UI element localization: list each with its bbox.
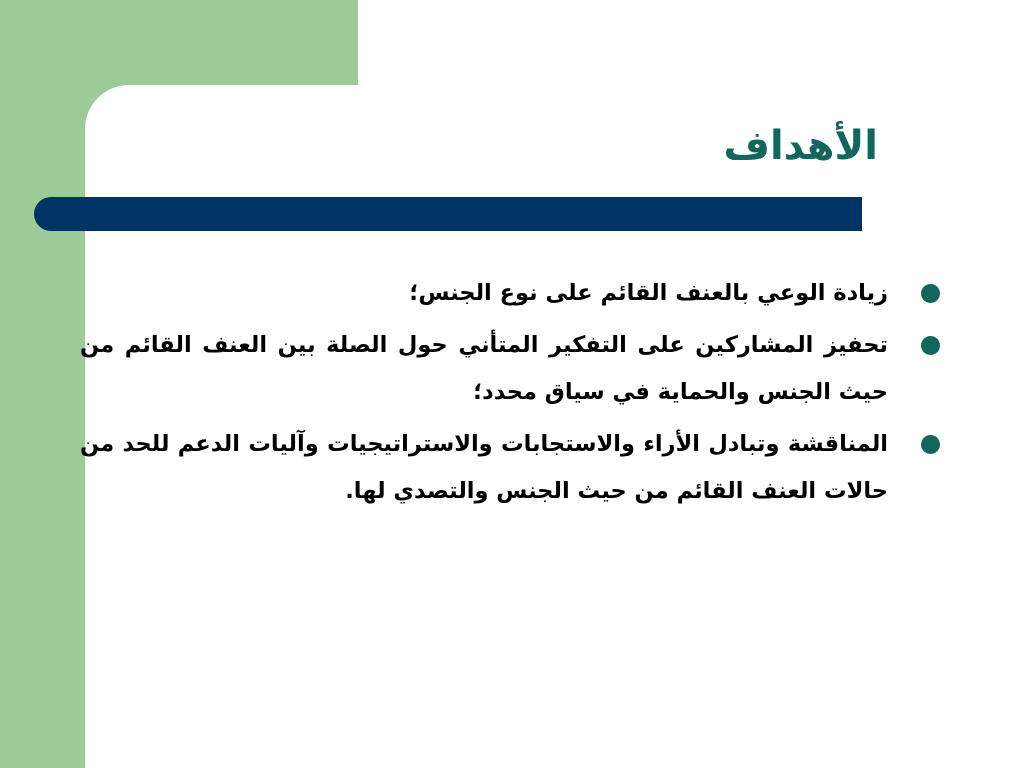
slide-title: الأهداف — [723, 123, 878, 169]
bullet-dot-icon — [921, 435, 940, 454]
list-item — [80, 322, 940, 416]
bullet-list — [80, 270, 940, 520]
list-item — [80, 270, 940, 317]
bullet-text: المناقشة وتبادل الأراء والاستجابات والاستراتيجيات وآليات الدعم للحد من حالات العنف القائم من حيث الجنس والتصدي لها. — [80, 431, 888, 504]
bullet-dot-icon — [921, 284, 940, 303]
bullet-text: زيادة الوعي بالعنف القائم على نوع الجنس؛ — [409, 280, 888, 306]
list-item — [80, 421, 940, 515]
bullet-dot-icon — [921, 336, 940, 355]
title-underline-bar — [34, 197, 862, 231]
bullet-text: تحفيز المشاركين على التفكير المتأني حول الصلة بين العنف القائم من حيث الجنس والحماية في سياق محدد؛ — [80, 332, 888, 405]
